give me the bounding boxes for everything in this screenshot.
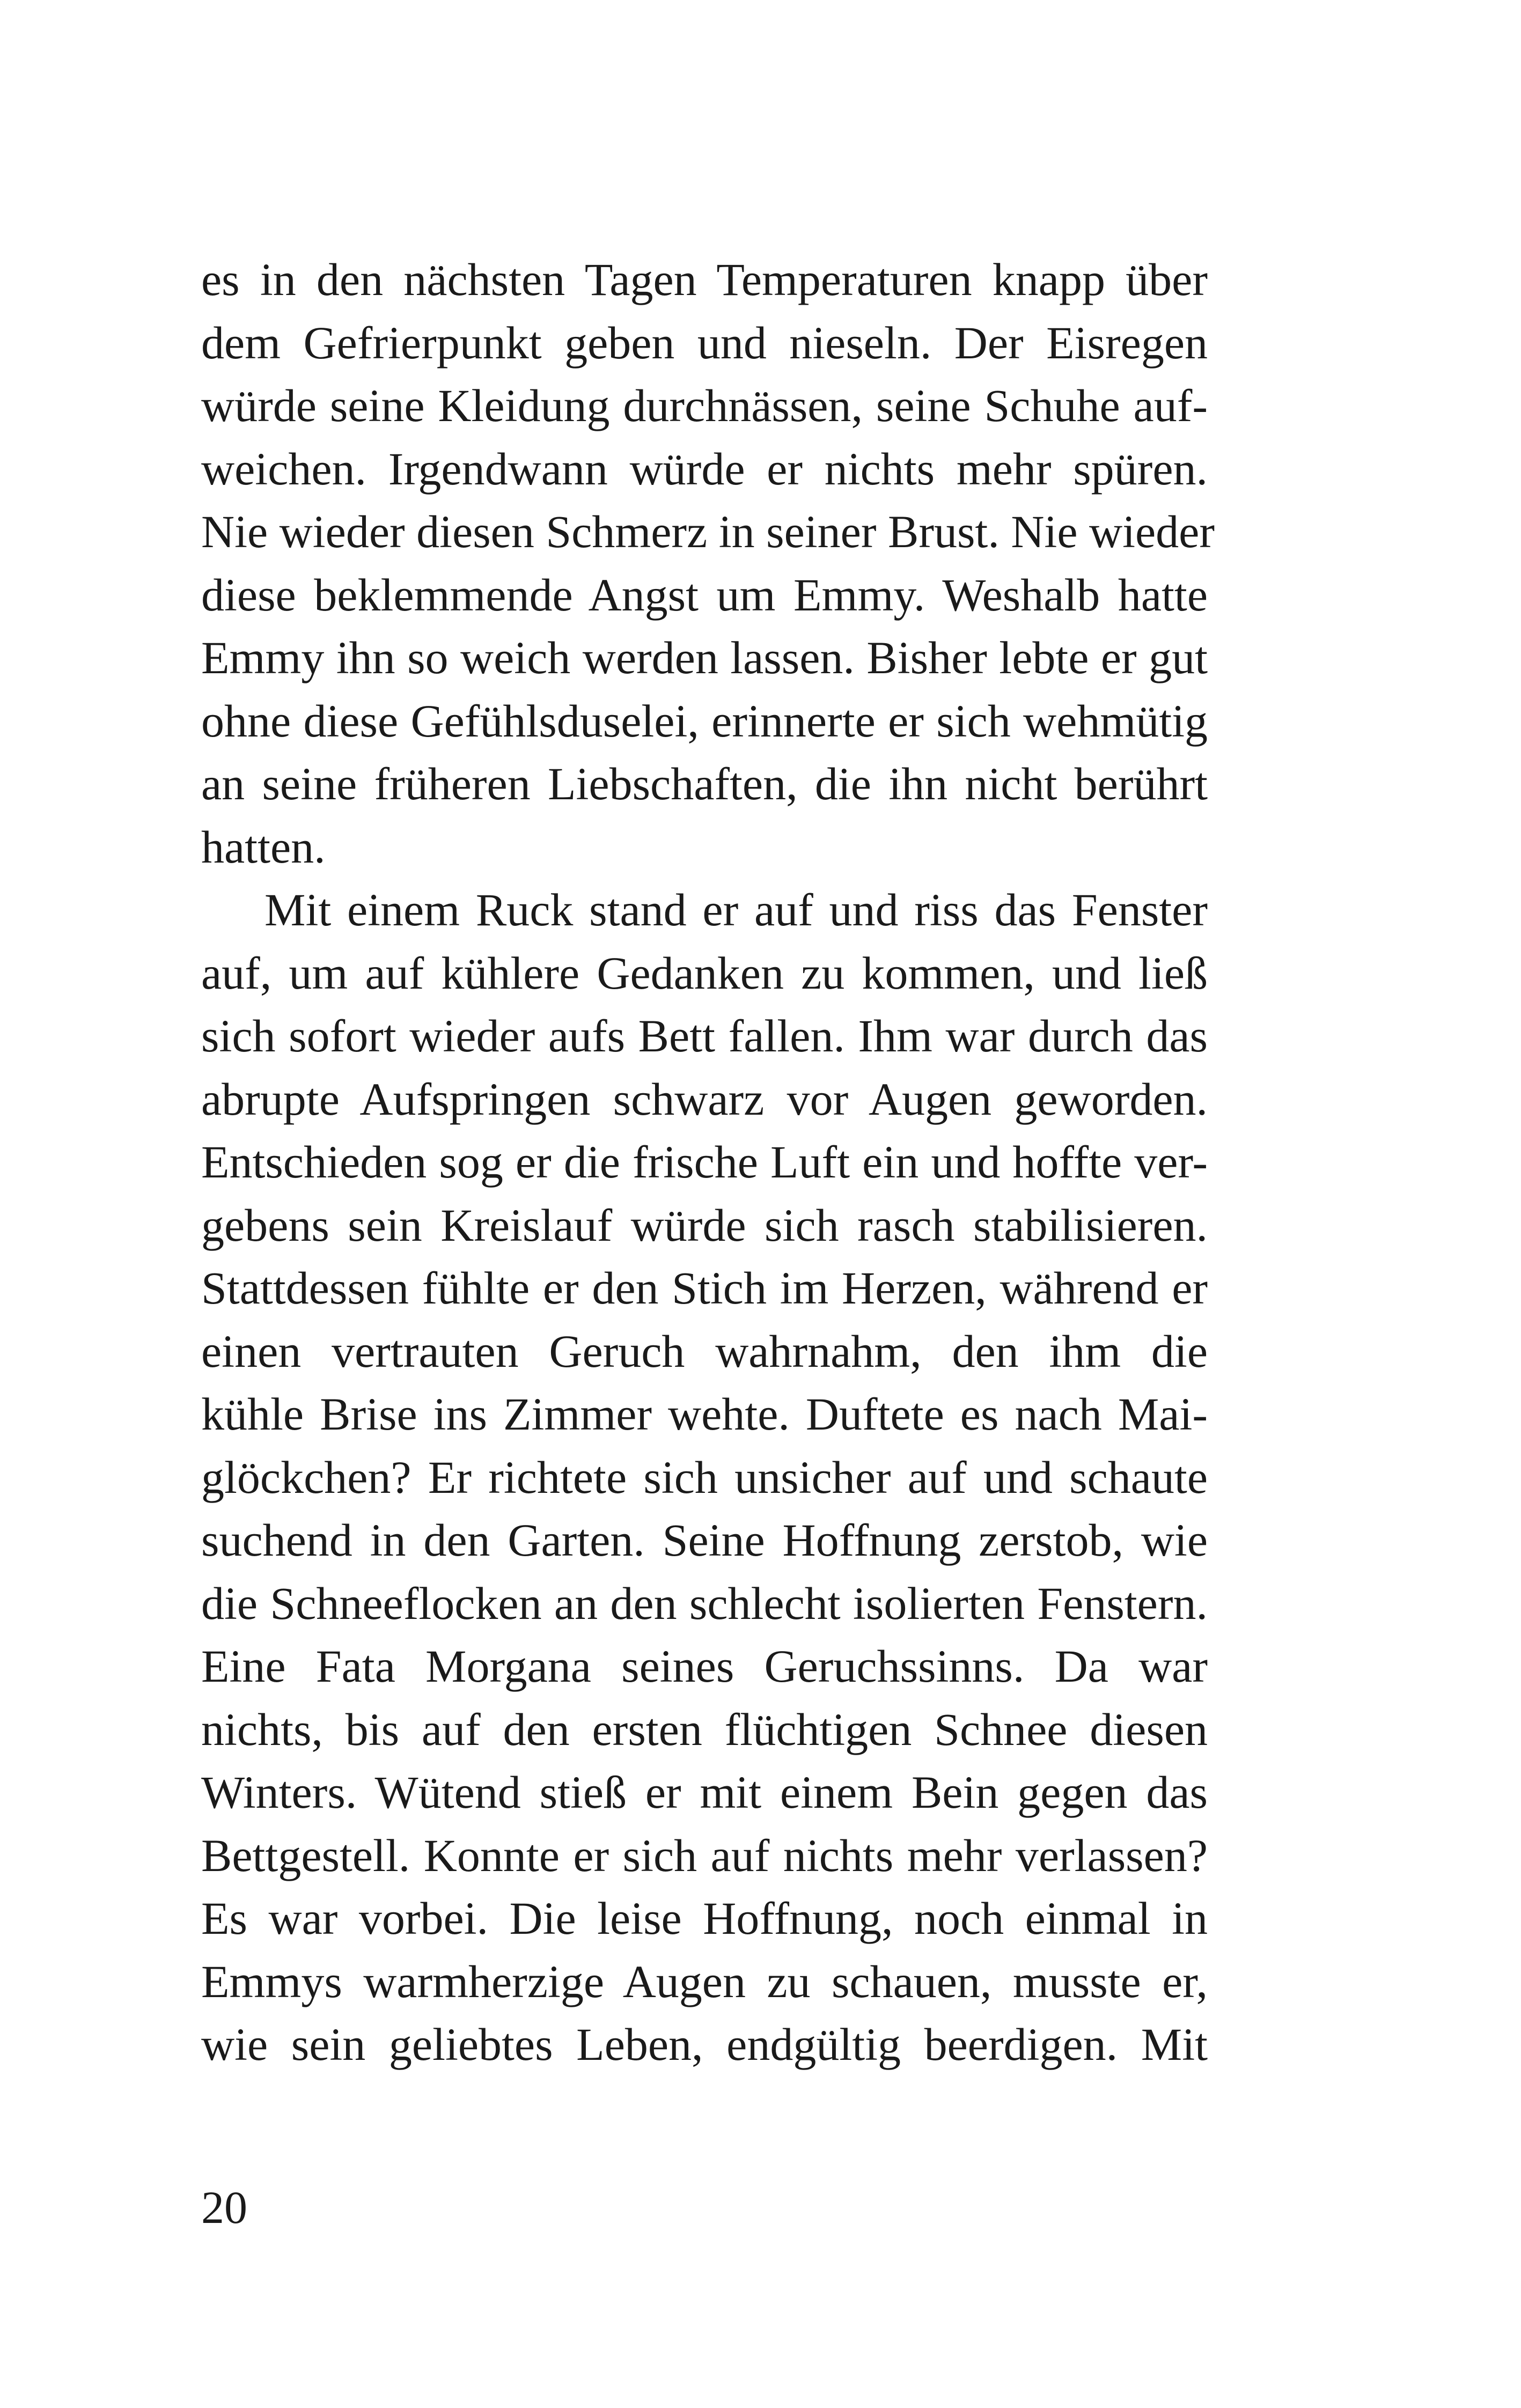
text-line: es in den nächsten Tagen Temperaturen knapp über — [201, 254, 1208, 305]
text-line: hatten. — [201, 821, 326, 873]
text-line: Nie wieder diesen Schmerz in seiner Brust. Nie wieder — [201, 506, 1215, 557]
text-line: abrupte Aufspringen schwarz vor Augen geworden. — [201, 1073, 1208, 1125]
page-number: 20 — [201, 2182, 247, 2233]
text-line: Stattdessen fühlte er den Stich im Herzen, während er — [201, 1262, 1208, 1314]
text-line: an seine früheren Liebschaften, die ihn nicht berührt — [201, 758, 1208, 809]
text-line: kühle Brise ins Zimmer wehte. Duftete es nach Mai- — [201, 1388, 1208, 1440]
text-line: Emmy ihn so weich werden lassen. Bisher lebte er gut — [201, 632, 1208, 683]
text-line: gebens sein Kreislauf würde sich rasch stabilisieren. — [201, 1199, 1208, 1251]
text-line: nichts, bis auf den ersten flüchtigen Schnee diesen — [201, 1703, 1208, 1755]
text-line: suchend in den Garten. Seine Hoffnung zerstob, wie — [201, 1514, 1208, 1566]
paragraph-2 — [201, 879, 1208, 2076]
text-line: Mit einem Ruck stand er auf und riss das Fenster — [264, 884, 1208, 936]
text-line: Winters. Wütend stieß er mit einem Bein gegen das — [201, 1766, 1208, 1818]
text-line: Eine Fata Morgana seines Geruchssinns. Da war — [201, 1640, 1208, 1692]
text-line: würde seine Kleidung durchnässen, seine Schuhe auf- — [201, 380, 1208, 431]
text-line: ohne diese Gefühlsduselei, erinnerte er sich wehmütig — [201, 695, 1208, 747]
text-line: weichen. Irgendwann würde er nichts mehr spüren. — [201, 443, 1208, 495]
text-line: Emmys warmherzige Augen zu schauen, musste er, — [201, 1955, 1208, 2007]
text-line: einen vertrauten Geruch wahrnahm, den ihm die — [201, 1325, 1208, 1377]
text-line: dem Gefrierpunkt geben und nieseln. Der Eisregen — [201, 316, 1208, 369]
text-line: diese beklemmende Angst um Emmy. Weshalb hatte — [201, 569, 1208, 621]
text-line: Entschieden sog er die frische Luft ein und hoffte ver- — [201, 1136, 1208, 1188]
body-text — [201, 248, 1215, 2076]
text-line: die Schneeflocken an den schlecht isolierten Fenstern. — [201, 1577, 1208, 1629]
text-line: glöckchen? Er richtete sich unsicher auf und schaute — [201, 1451, 1208, 1503]
text-line: Es war vorbei. Die leise Hoffnung, noch einmal in — [201, 1892, 1208, 1944]
text-line: sich sofort wieder aufs Bett fallen. Ihm war durch das — [201, 1010, 1208, 1062]
text-line: Bettgestell. Konnte er sich auf nichts mehr verlassen? — [201, 1829, 1208, 1881]
paragraph-1 — [201, 248, 1215, 879]
text-line: wie sein geliebtes Leben, endgültig beerdigen. Mit — [201, 2019, 1208, 2070]
text-line: auf, um auf kühlere Gedanken zu kommen, und ließ — [201, 947, 1208, 999]
